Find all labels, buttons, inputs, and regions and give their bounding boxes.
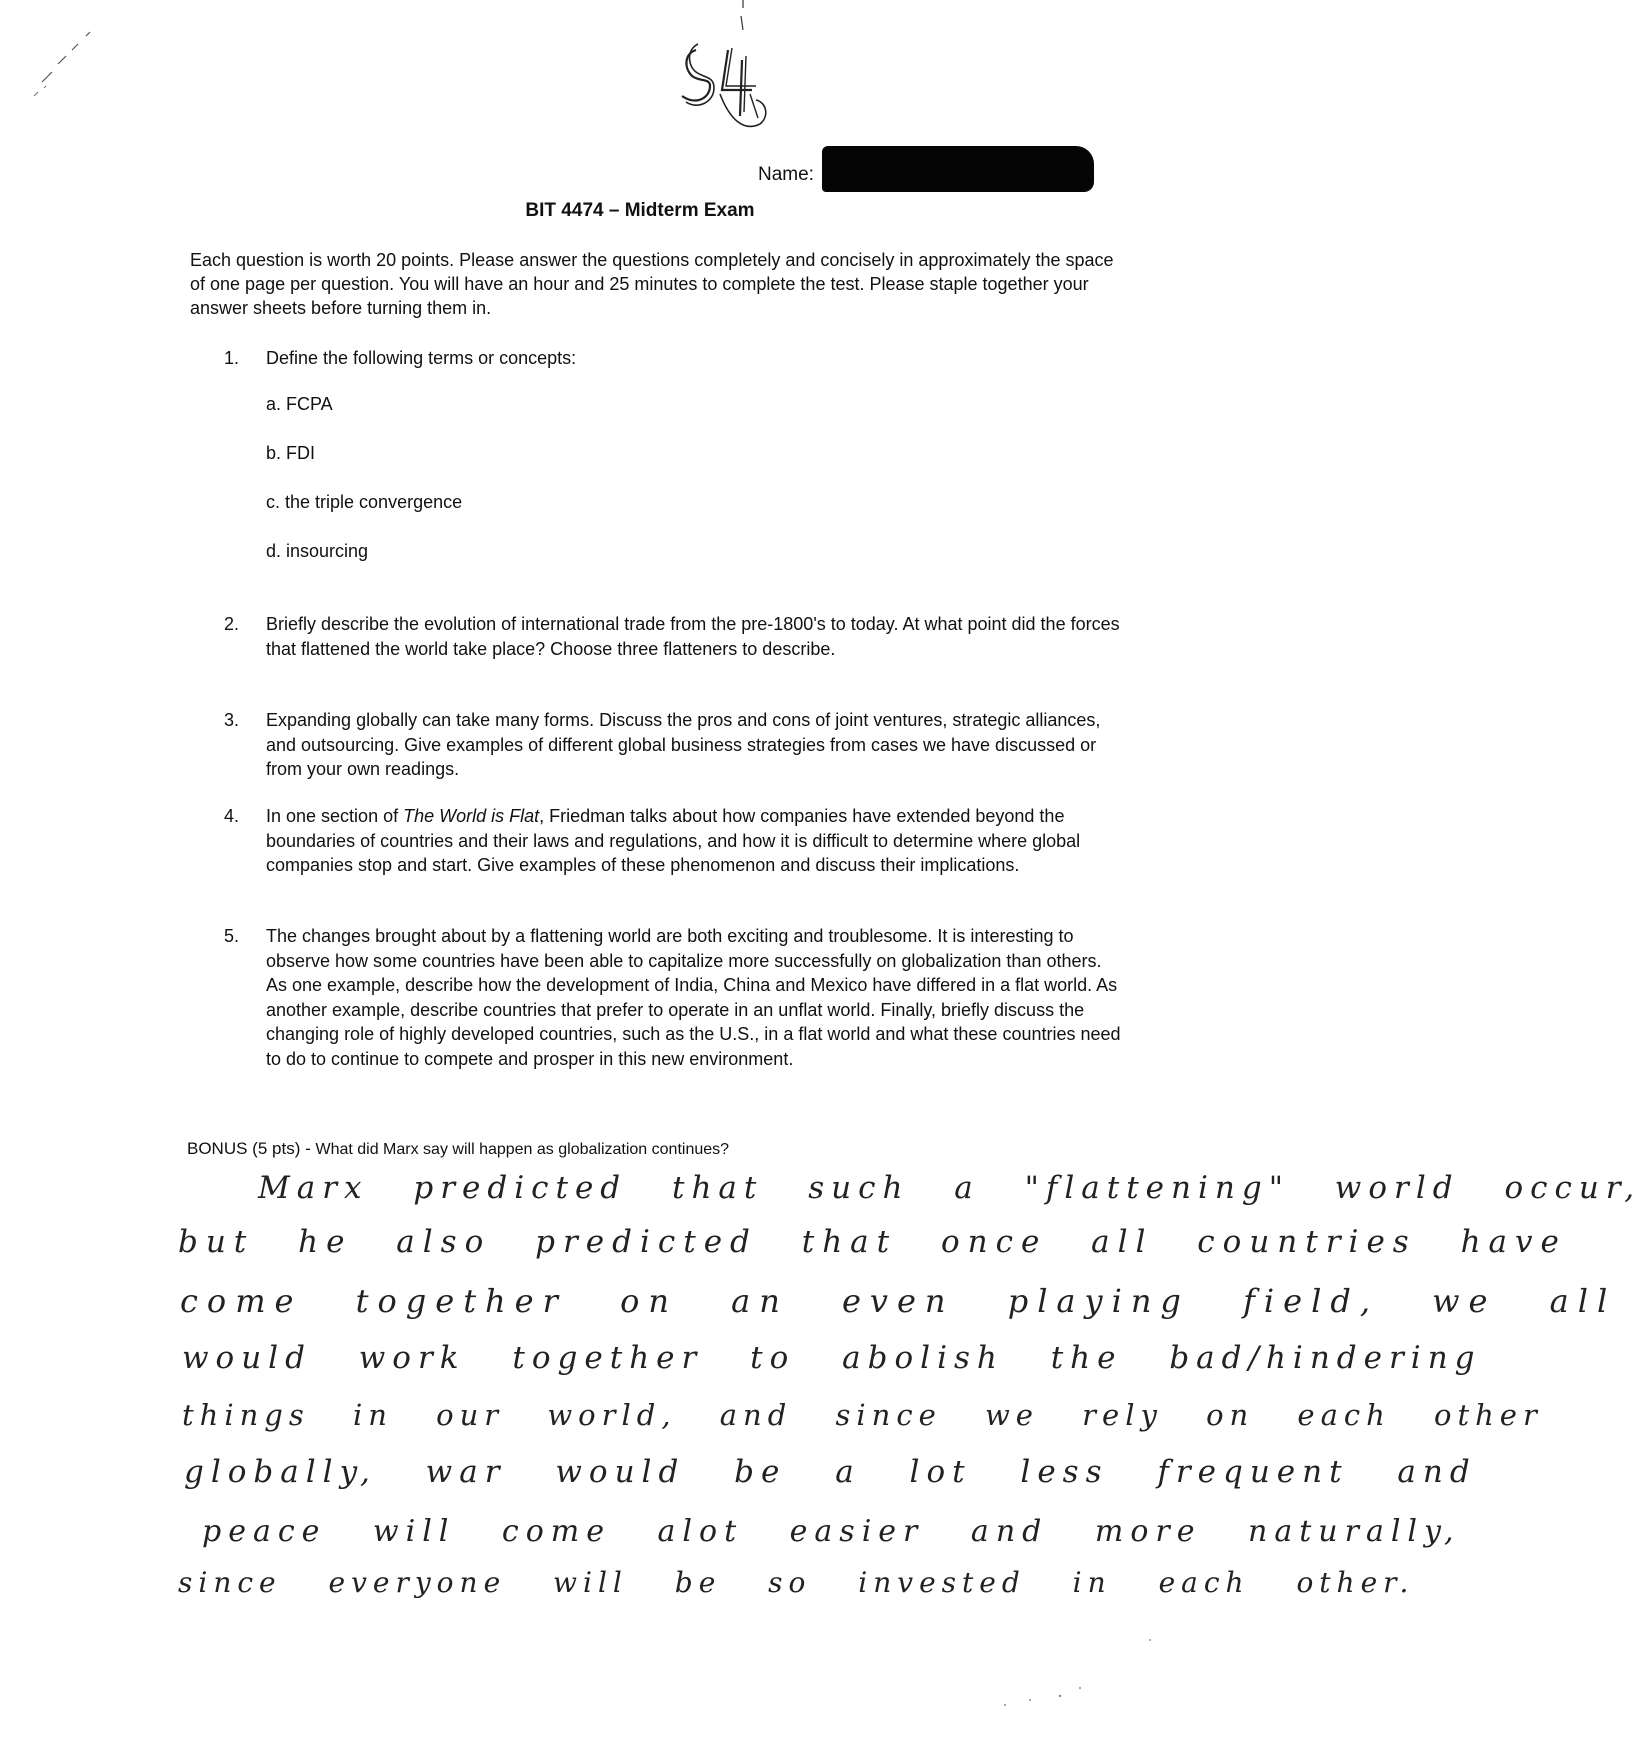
answer-line: would work together to abolish the bad/hindering (182, 1340, 1482, 1376)
book-title: The World is Flat (403, 806, 540, 826)
name-label: Name: (758, 164, 814, 185)
question-text (266, 804, 1126, 878)
handwritten-answer (178, 1170, 1641, 1620)
question-text: The changes brought about by a flattening world are both exciting and troublesome. It is interesting to observe how some countries have been able to capitalize more successfully on globalization than others. As one example, describe how the development of India, China and Mexico have differed in a flat world. As another example, describe countries that prefer to operate in an unflat world. Finally, briefly discuss the changing role of highly developed countries, such as the U.S., in a flat world and what these countries need to do to continue to compete and prosper in this new environment. (266, 926, 1121, 1069)
subitem-fcpa: a. FCPA (266, 394, 333, 414)
exam-title: BIT 4474 – Midterm Exam (525, 200, 755, 221)
question-text: Briefly describe the evolution of international trade from the pre-1800's to today. At what point did the forces that flattened the world take place? Choose three flatteners to describe. (266, 614, 1120, 659)
answer-line: things in our world, and since we rely on each other (182, 1398, 1543, 1432)
answer-line: globally, war would be a lot less frequent and (184, 1454, 1477, 1490)
bonus-question (187, 1139, 729, 1159)
answer-line: since everyone will be so invested in each other. (178, 1566, 1415, 1599)
question-number: 4. (224, 806, 240, 826)
question-text: Expanding globally can take many forms. Discuss the pros and cons of joint ventures, strategic alliances, and outsourcing. Give examples of different global business strategies from cases we have discussed or from your own readings. (266, 710, 1101, 779)
subitem-fdi: b. FDI (266, 443, 316, 463)
answer-line: but he also predicted that once all countries have (178, 1224, 1567, 1260)
bonus-question-text: What did Marx say will happen as globalization continues? (315, 1141, 730, 1158)
question-text-end: , Friedman talks about how companies have extended beyond the boundaries of countries and their laws and regulations, and how it is difficult to determine where global companies stop and start. Give examples of these phenomenon and discuss their implications. (266, 806, 1081, 875)
answer-line: Marx predicted that such a "flattening" world occur, (258, 1170, 1641, 1206)
question-number: 3. (224, 710, 240, 730)
question-number: 5. (224, 926, 240, 946)
question-text: Define the following terms or concepts: (266, 348, 577, 368)
name-field (758, 150, 1094, 186)
handwritten-score (670, 20, 790, 140)
bonus-label: BONUS (5 pts) - (187, 1139, 316, 1158)
exam-instructions: Each question is worth 20 points. Please answer the questions completely and concisely in approximately the space of one page per question. You will have an hour and 25 minutes to complete the test. Please staple together your answer sheets before turning them in. (190, 250, 1114, 318)
question-text-start: In one section of (266, 806, 404, 826)
name-redaction (822, 146, 1094, 192)
answer-line: peace will come alot easier and more naturally, (202, 1514, 1461, 1549)
subitem-insourcing: d. insourcing (266, 541, 369, 561)
answer-line: come together on an even playing field, we all (180, 1282, 1617, 1320)
subitem-triple-convergence: c. the triple convergence (266, 492, 463, 512)
question-number: 1. (224, 348, 240, 368)
question-number: 2. (224, 614, 240, 634)
